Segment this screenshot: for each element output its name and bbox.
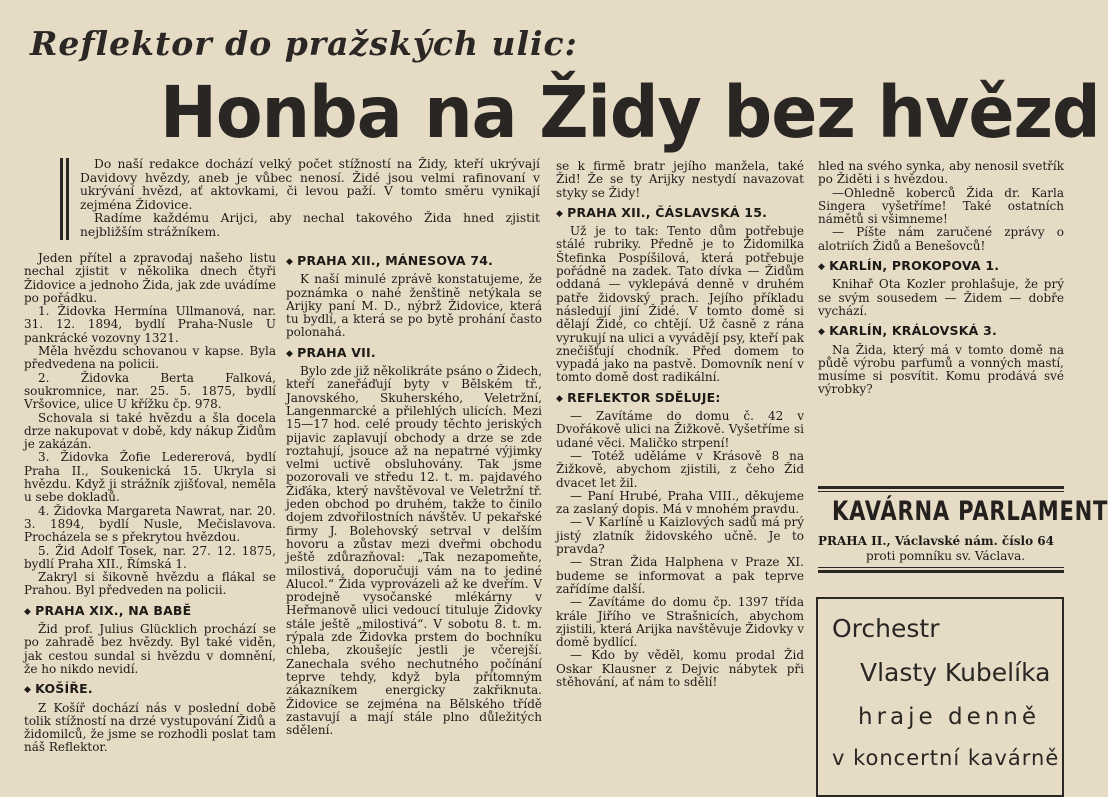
section-text: Žid prof. Julius Glücklich prochází se po zahradě bez hvězdy. Byl také viděn, jak cestou sundal si hvězdu v domnění, že ho nikdo nevidí. <box>24 622 276 676</box>
column-1 <box>24 252 276 786</box>
orchestra-line: Vlasty Kubelíka <box>860 658 1051 687</box>
list-item: — Píšte nám zaručené zprávy o alotriích Židů a Benešovců! <box>818 225 1064 253</box>
column-3 <box>556 160 804 786</box>
continued-text: hled na svého synka, aby nenosil svetřík po Židěti i s hvězdou. <box>818 159 1064 187</box>
section-text: K naší minulé zprávě konstatujeme, že poznámka o nahé ženštině netýkala se Arijky paní M. D., nýbrž Židovice, která tu bydlí, a která se po bytě prohání často polonahá. <box>286 272 542 340</box>
section-text: Už je to tak: Tento dům potřebuje stálé rubriky. Předně je to Židomilka Štefinka Pospíšilová, která potřebuje pořádně na zadek. Tato dívka — Židům oddaná — vyklepává denně v druhém patře židovský prach. Jejího příkladu následují jiní Židé. V tomto domě si dělají Židé, co chtějí. Už časně z rána vyrukují na ulici a vyvádějí psy, kteří pak znečišťují chodník. Před domem to vypadá jako na pastvě. Domovník není v tomto domě dost radikální. <box>556 224 804 385</box>
lead-paragraph: Jeden přítel a zpravodaj našeho listu nechal zjistit v několika dnech čtyři Židovice a jednoho Žida, jak zde uvádíme po pořádku. <box>24 251 276 305</box>
list-item: 5. Žid Adolf Tosek, nar. 27. 12. 1875, bydlí Praha XII., Římská 1. <box>24 543 276 571</box>
diamond-icon: ◆ <box>818 327 826 338</box>
diamond-icon: ◆ <box>818 262 826 273</box>
headline: Honba na Židy bez hvězd <box>160 71 1100 155</box>
section-heading: ◆ PRAHA XIX., NA BABĚ <box>24 602 192 618</box>
list-item: — V Karlíně u Kaizlových sadů má prý jistý zlatník židovského učně. Je to pravda? <box>556 515 804 557</box>
intro-block <box>80 158 540 242</box>
orchestra-line: v koncertní kavárně <box>832 746 1060 770</box>
column-2 <box>286 248 542 786</box>
section-heading: ◆ KARLÍN, PROKOPOVA 1. <box>818 258 1000 274</box>
column-4 <box>818 160 1064 480</box>
kicker-heading: Reflektor do pražských ulic: <box>30 24 578 63</box>
orchestra-line: Orchestr <box>832 614 940 643</box>
list-item: —Ohledně koberců Žida dr. Karla Singera vyšetříme! Také ostatních námětů si všimneme! <box>818 185 1064 227</box>
diamond-icon: ◆ <box>24 685 32 696</box>
list-item: 2. Židovka Berta Falková, soukromnice, nar. 25. 5. 1875, bydlí Vršovice, ulice U křížku čp. 978. <box>24 370 276 412</box>
list-item: 1. Židovka Hermína Ullmanová, nar. 31. 12. 1894, bydlí Praha-Nusle U pankrácké vozovny 1321. <box>24 304 276 345</box>
list-item: Měla hvězdu schovanou v kapse. Byla předvedena na policii. <box>24 344 276 372</box>
section-text: Bylo zde již několikráte psáno o Židech, kteří zaneřáďují byty v Bělském tř., Janovského, Skuherského, Veletržní, Langenmarcké a přilehlých ulicích. Mezi 15—17 hod. celé proudy těchto jeriských pijavic zaplavují obchody a drze se zde roztahují, jsouce až na nepatrné výjimky velmi uctivě obsluhovány. Tak jsme pozorovali ve středu 12. t. m. pajdavého Žiďáka, který navštěvoval ve Veletržní tř. jeden obchod po druhém, takže to činilo dojem zdvořilostních návštěv. U pekařské firmy J. Bolehovský setrval v delším hovoru a zůstav mezi dveřmi obchodu ještě zdůrazňoval: „Tak nezapomeňte, milostivá, doporučuji vám na to jediné Alucol.“ Žida vyprovázeli až ke dveřím. V prodejně vysočanské mlékárny v Heřmanově ulici vedoucí tituluje Židovky stále ještě „milostivá“. V sobotu 8. t. m. rýpala zde Židovka prstem do bochníku chleba, zkoušejíc jestli je včerejší. Zanechala svého nechutného počínání teprve tehdy, když byla přítomným zákazníkem energicky zakřiknuta. Židovice se zejména na Bělského třídě zastavují a mají stále plno důležitých sdělení. <box>286 364 543 738</box>
section-heading: ◆ KARLÍN, KRÁLOVSKÁ 3. <box>818 323 997 339</box>
list-item: — Stran Žida Halphena v Praze XI. budeme se informovat a pak teprve zařídíme další. <box>556 555 804 596</box>
diamond-icon: ◆ <box>556 208 564 219</box>
section-heading: ◆ KOŠÍŘE. <box>24 681 93 697</box>
section-text: Na Žida, který má v tomto domě na půdě výrobu parfumů a vonných mastí, musíme si posvítit. Komu prodává své výrobky? <box>818 342 1064 397</box>
section-text: Z Košíř dochází nás v poslední době tolik stížností na drzé vystupování Židů a židomilců, že jsme se rozhodli poslat tam náš Reflektor. <box>24 700 276 755</box>
section-heading: ◆ PRAHA XII., MÁNESOVA 74. <box>286 253 494 268</box>
orchestra-line: hraje denně <box>858 704 1041 730</box>
diamond-icon: ◆ <box>556 393 564 404</box>
intro-paragraph: Radíme každému Arijci, aby nechal takového Žida hned zjistit nejbližším strážníkem. <box>80 211 540 239</box>
section-heading: ◆ REFLEKTOR SDĚLUJE: <box>556 389 721 405</box>
continued-text: se k firmě bratr jejího manžela, také Žid! Že se ty Arijky nestydí navazovat styky se Židy! <box>556 159 804 200</box>
list-item: — Totéž uděláme v Krásově 8 na Žižkově, abychom zjistili, z čeho Žid dvacet let žil. <box>556 448 804 490</box>
ad-bottom-rule <box>818 567 1064 568</box>
section-text: Knihař Ota Kozler prohlašuje, že prý se svým sousedem — Židem — dobře vychází. <box>818 277 1064 318</box>
diamond-icon: ◆ <box>286 348 294 359</box>
list-item: — Paní Hrubé, Praha VIII., děkujeme za zaslaný dopis. Má v mnohém pravdu. <box>556 488 804 517</box>
list-item: — Zavítáme do domu č. 42 v Dvořákově ulici na Žižkově. Vyšetříme si udané věci. Maličko strpení! <box>556 409 804 450</box>
ad-address-note: proti pomníku sv. Václava. <box>866 549 1026 563</box>
list-item: — Zavítáme do domu čp. 1397 třída krále Jiřího ve Strašnicích, abychom zjistili, která Arijka navštěvuje Židovky v domě bydlící. <box>556 595 804 650</box>
list-item: Zakryl si šikovně hvězdu a flákal se Prahou. Byl předveden na policii. <box>24 570 276 598</box>
ad-bottom-rule-thick <box>818 570 1064 573</box>
ad-top-rule-thin <box>818 491 1064 492</box>
ad-top-rule <box>818 486 1064 489</box>
list-item: 3. Židovka Žofie Ledererová, bydlí Praha II., Soukenická 15. Ukryla si hvězdu. Když ji strážník zjišťoval, neměla u sebe dokladů. <box>24 450 276 505</box>
intro-bars <box>60 158 74 240</box>
section-heading: ◆ PRAHA VII. <box>286 344 376 360</box>
ad-title: KAVÁRNA PARLAMENT <box>832 496 1108 527</box>
section-heading: ◆ PRAHA XII., ČÁSLAVSKÁ 15. <box>556 204 768 220</box>
list-item: Schovala si také hvězdu a šla docela drze nakupovat v době, kdy nákup Židům je zakázán. <box>24 410 276 452</box>
diamond-icon: ◆ <box>286 257 294 267</box>
intro-paragraph: Do naší redakce dochází velký počet stížností na Židy, kteří ukrývají Davidovy hvězdy, aneb je vůbec nenosí. Židé jsou velmi rafinovaní v ukrývání hvězd, ať aktovkami, či levou paží. V tomto směru vynikají zejména Židovice. <box>80 157 540 212</box>
diamond-icon: ◆ <box>24 606 32 617</box>
list-item: 4. Židovka Margareta Nawrat, nar. 20. 3. 1894, bydlí Nusle, Mečislavova. Procházela se s překrytou hvězdou. <box>24 503 276 545</box>
ad-address: PRAHA II., Václavské nám. číslo 64 <box>818 534 1054 548</box>
list-item: — Kdo by věděl, komu prodal Žid Oskar Klausner z Dejvic nábytek při stěhování, ať nám to sdělí! <box>556 648 804 689</box>
